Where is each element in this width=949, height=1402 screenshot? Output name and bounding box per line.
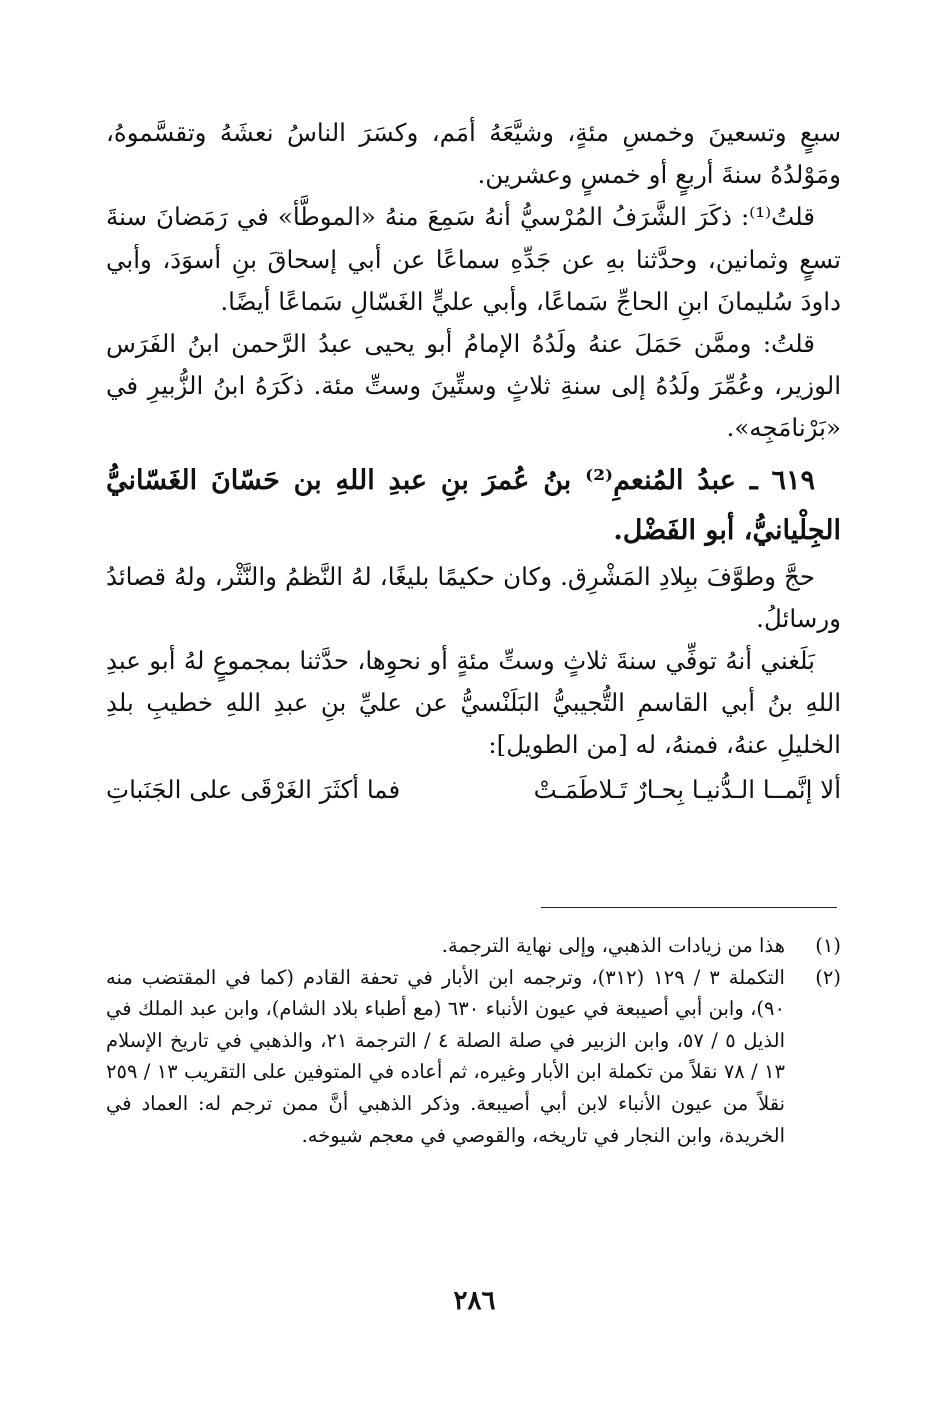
entry-heading (106, 456, 841, 556)
footnote-number: (١) (815, 934, 841, 957)
entry-paragraph-2: بَلَغني أنهُ توفِّي سنةَ ثلاثٍ وستِّ مئةٍ أو نحوِها، حدَّثنا بمجموعٍ لهُ أبو عبدِ اللهِ بنُ أبي القاسمِ التُّجيبيُّ البَلَنْسيُّ عن عليِّ بنِ عبدِ اللهِ خطيبِ بلدِ الخليلِ عنهُ، فمنهُ، له [من الطويل]: (106, 646, 841, 760)
verse-first-hemistich: ألا إنَّمــا الـدُّنيـا بِحـارٌ تَـلاطَمَـتْ (533, 774, 841, 804)
entry-number: ٦١٩ ـ (749, 464, 815, 496)
paragraph-note-1: قلتُ⁽¹⁾: ذكَرَ الشَّرَفُ المُرْسيُّ أنهُ سَمِعَ منهُ «الموطَّأ» في رَمَضانَ سنةَ تسعٍ وثمانين، وحدَّثنا بهِ عن جَدِّهِ سماعًا عن أبي إسحاقَ بنِ أسوَدَ، وأبي داودَ سُليمانَ ابنِ الحاجِّ سَماعًا، وأبي عليٍّ الغَسّالِ سَماعًا أيضًا. (106, 202, 841, 316)
footnote-2 (106, 962, 841, 1152)
footnote-separator (541, 907, 837, 908)
page-number: ٢٨٦ (453, 1286, 496, 1316)
footnotes (106, 930, 841, 1151)
verse-second-hemistich: فما أكثَرَ الغَرْقَى على الجَنَباتِ (106, 774, 401, 804)
entry-title: عبدُ المُنعمِ⁽²⁾ بنُ عُمرَ بنِ عبدِ اللهِ بن حَسّانَ الغَسّانيُّ الجِلْيانيُّ، أبو الفَضْل. (106, 464, 841, 546)
footnote-number: (٢) (815, 965, 841, 989)
footnote-1 (106, 930, 841, 962)
paragraph-note-2: قلتُ: وممَّن حَمَلَ عنهُ ولَدُهُ الإمامُ أبو يحيى عبدُ الرَّحمن ابنُ الفَرَس الوزير، وعُمِّرَ ولَدُهُ إلى سنةِ ثلاثٍ وستِّينَ وستِّ مئة. ذكَرَهُ ابنُ الزُّبيرِ في «بَرْنامَجِه». (106, 329, 841, 443)
paragraph-continuation: سبعٍ وتسعينَ وخمسِ مئةٍ، وشيَّعَهُ أمَم، وكسَرَ الناسُ نعشَهُ وتقسَّموهُ، ومَوْلدُهُ سنةَ أربعٍ أو خمسٍ وعشرين. (106, 118, 841, 190)
entry-paragraph-1: حجَّ وطوَّفَ ببِلادِ المَشْرِق. وكان حكيمًا بليغًا، لهُ النَّظمُ والنَّثْر، ولهُ قصائدُ ورسائلُ. (106, 561, 841, 633)
main-text (106, 112, 841, 811)
footnote-text: هذا من زيادات الذهبي، وإلى نهاية الترجمة. (441, 934, 785, 957)
footnote-text: التكملة ٣ / ١٢٩ (٣١٢)، وترجمه ابن الأبار في تحفة القادم (كما في المقتضب منه ٩٠)، وابن أبي أصيبعة في عيون الأنباء ٦٣٠ (مع أطباء بلاد الشام)، وابن عبد الملك في الذيل ٥ / ٥٧، وابن الزبير في صلة الصلة ٤ / الترجمة ٢١، والذهبي في تاريخ الإسلام ١٣ / ٧٨ نقلاً من تكملة ابن الأبار وغيره، ثم أعاده في المتوفين على التقريب ١٣ / ٢٥٩ نقلاً من عيون الأنباء لابن أبي أصيبعة. وذكر الذهبي أنَّ ممن ترجم له: العماد في الخريدة، وابن النجار في تاريخه، والقوصي في معجم شيوخه. (106, 965, 786, 1147)
poem-verse (106, 769, 841, 811)
